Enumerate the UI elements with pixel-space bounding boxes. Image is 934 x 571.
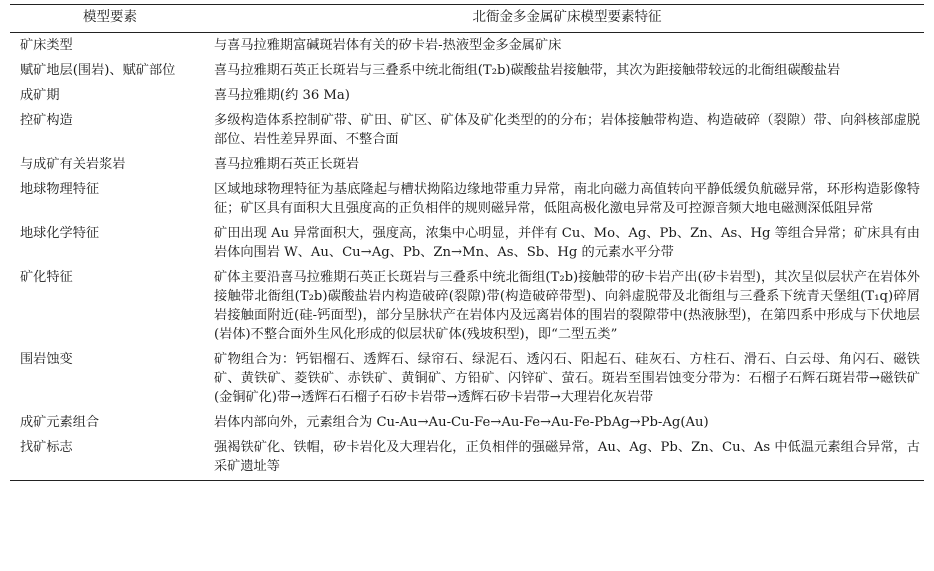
table-row: [10, 265, 924, 347]
table-row: [10, 221, 924, 265]
row-value: 喜马拉雅期(约 36 Ma): [214, 88, 350, 103]
table-header-row: [10, 5, 924, 33]
table-row: [10, 108, 924, 152]
deposit-model-table: [10, 4, 924, 481]
row-key: 成矿期: [20, 88, 60, 103]
row-value: 岩体内部向外，元素组合为 Cu-Au→Au-Cu-Fe→Au-Fe→Au-Fe-PbAg→Pb-Ag(Au): [214, 415, 709, 430]
header-model-element: 模型要素: [10, 5, 210, 33]
row-key: 找矿标志: [10, 435, 210, 481]
row-key: 赋矿地层(围岩)、赋矿部位: [20, 63, 176, 78]
row-key: 矿床类型: [20, 38, 73, 53]
table-row: [10, 152, 924, 177]
row-value: 多级构造体系控制矿带、矿田、矿区、矿体及矿化类型的的分布；岩体接触带构造、构造破碎（裂隙）带、向斜核部虚脱部位、岩性差异界面、不整合面: [214, 113, 920, 147]
table-row: [10, 347, 924, 410]
row-key: 地球物理特征: [20, 182, 100, 197]
row-value: 与喜马拉雅期富碱斑岩体有关的矽卡岩-热液型金多金属矿床: [214, 38, 562, 53]
row-key: 控矿构造: [20, 113, 73, 128]
table-row: [10, 58, 924, 83]
row-key: 围岩蚀变: [20, 352, 73, 367]
row-value: 矿物组合为：钙铝榴石、透辉石、绿帘石、绿泥石、透闪石、阳起石、硅灰石、方柱石、滑石、白云母、角闪石、磁铁矿、黄铁矿、菱铁矿、赤铁矿、黄铜矿、方铅矿、闪锌矿、萤石。斑岩至围岩蚀变分带为：石榴子石辉石斑岩带→磁铁矿(金铜矿化)带→透辉石石榴子石矽卡岩带→透辉石矽卡岩带→大理岩化灰岩带: [214, 352, 920, 405]
table-row: [10, 410, 924, 435]
table-row: [10, 177, 924, 221]
row-value: 区域地球物理特征为基底隆起与槽状拗陷边缘地带重力异常，南北向磁力高值转向平静低缓负航磁异常，环形构造影像特征；矿区具有面积大且强度高的正负相伴的规则磁异常，低阻高极化激电异常及可控源音频大地电磁测深低阻异常: [214, 182, 920, 216]
table-row: [10, 33, 924, 59]
row-key: 成矿元素组合: [20, 415, 100, 430]
table-row: [10, 83, 924, 108]
row-key: 地球化学特征: [20, 226, 100, 241]
row-value: 喜马拉雅期石英正长斑岩: [214, 157, 360, 172]
table-row: [10, 435, 924, 481]
row-key: 与成矿有关岩浆岩: [20, 157, 126, 172]
row-value: 矿田出现 Au 异常面积大，强度高，浓集中心明显，并伴有 Cu、Mo、Ag、Pb、Zn、As、Hg 等组合异常；矿床具有由岩体向围岩 W、Au、Cu→Ag、Pb、Zn→Mn、As、Sb、Hg 的元素水平分带: [214, 226, 920, 260]
row-value: 喜马拉雅期石英正长斑岩与三叠系中统北衙组(T₂b)碳酸盐岩接触带，其次为距接触带较远的北衙组碳酸盐岩: [214, 63, 841, 78]
row-value: 矿体主要沿喜马拉雅期石英正长斑岩与三叠系中统北衙组(T₂b)接触带的矽卡岩产出(矽卡岩型)，其次呈似层状产在岩体外接触带北衙组(T₂b)碳酸盐岩内构造破碎(裂隙)带(构造破碎带型)、向斜虚脱带及北衙组与三叠系下统青天堡组(T₁q)碎屑岩接触面附近(硅-钙面型)，部分呈脉状产在岩体内及远离岩体的围岩的裂隙带中(热液脉型)，在第四系中形成与下伏地层(岩体)不整合面外生风化形成的似层状矿体(残坡积型)，即“二型五类”: [214, 270, 920, 342]
row-key: 矿化特征: [20, 270, 73, 285]
row-value: 强褐铁矿化、铁帽，矽卡岩化及大理岩化，正负相伴的强磁异常，Au、Ag、Pb、Zn、Cu、As 中低温元素组合异常，古采矿遗址等: [210, 435, 924, 481]
header-deposit-features: 北衙金多金属矿床模型要素特征: [210, 5, 924, 33]
